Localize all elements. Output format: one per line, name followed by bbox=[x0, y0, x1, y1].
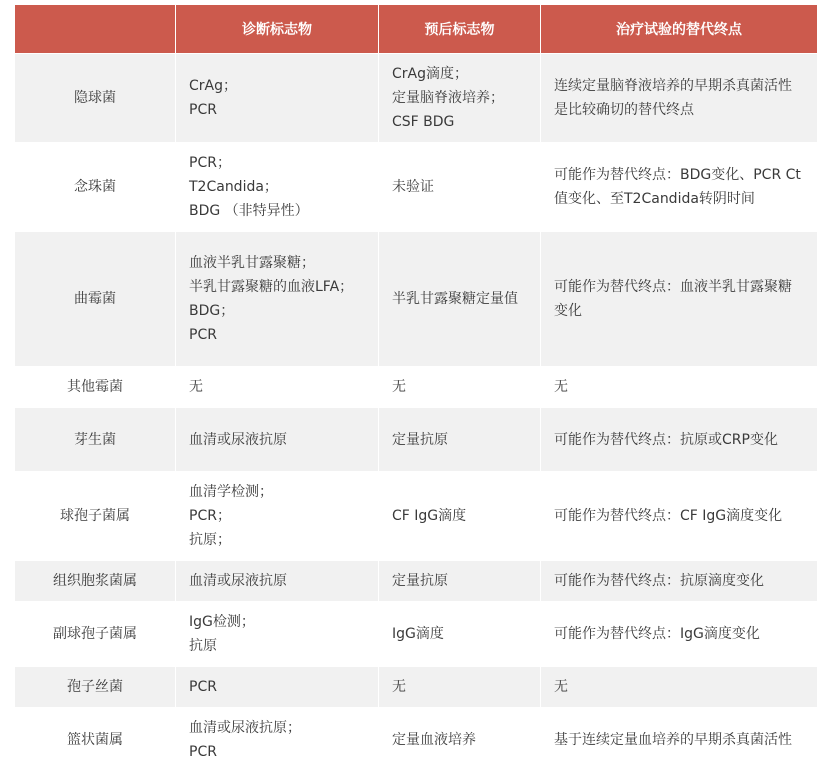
surrogate-endpoint: 无 bbox=[541, 367, 818, 408]
surrogate-endpoint: 可能作为替代终点：IgG滴度变化 bbox=[541, 602, 818, 667]
table-row bbox=[15, 408, 818, 472]
prognostic-markers: 无 bbox=[379, 367, 541, 408]
pathogen-name: 隐球菌 bbox=[15, 54, 176, 143]
diagnostic-markers: 血清或尿液抗原 bbox=[176, 561, 379, 602]
pathogen-name: 球孢子菌属 bbox=[15, 472, 176, 561]
diagnostic-markers: PCR； T2Candida； BDG （非特异性） bbox=[176, 143, 379, 232]
prognostic-markers: 半乳甘露聚糖定量值 bbox=[379, 232, 541, 367]
header-endpoint: 治疗试验的替代终点 bbox=[541, 5, 818, 54]
prognostic-markers: IgG滴度 bbox=[379, 602, 541, 667]
table-row bbox=[15, 232, 818, 367]
table-row bbox=[15, 367, 818, 408]
diagnostic-markers: 血液半乳甘露聚糖； 半乳甘露聚糖的血液LFA； BDG； PCR bbox=[176, 232, 379, 367]
table-row bbox=[15, 472, 818, 561]
pathogen-name: 孢子丝菌 bbox=[15, 667, 176, 708]
pathogen-name: 组织胞浆菌属 bbox=[15, 561, 176, 602]
surrogate-endpoint: 无 bbox=[541, 667, 818, 708]
diagnostic-markers: IgG检测； 抗原 bbox=[176, 602, 379, 667]
prognostic-markers: 定量抗原 bbox=[379, 561, 541, 602]
surrogate-endpoint: 连续定量脑脊液培养的早期杀真菌活性是比较确切的替代终点 bbox=[541, 54, 818, 143]
surrogate-endpoint: 可能作为替代终点：抗原滴度变化 bbox=[541, 561, 818, 602]
prognostic-markers: CrAg滴度； 定量脑脊液培养； CSF BDG bbox=[379, 54, 541, 143]
surrogate-endpoint: 可能作为替代终点：BDG变化、PCR Ct值变化、至T2Candida转阴时间 bbox=[541, 143, 818, 232]
table-row bbox=[15, 602, 818, 667]
table-row bbox=[15, 143, 818, 232]
surrogate-endpoint: 基于连续定量血培养的早期杀真菌活性 bbox=[541, 708, 818, 773]
surrogate-endpoint: 可能作为替代终点：血液半乳甘露聚糖变化 bbox=[541, 232, 818, 367]
diagnostic-markers: 无 bbox=[176, 367, 379, 408]
prognostic-markers: 未验证 bbox=[379, 143, 541, 232]
diagnostic-markers: 血清或尿液抗原 bbox=[176, 408, 379, 472]
pathogen-name: 副球孢子菌属 bbox=[15, 602, 176, 667]
pathogen-name: 其他霉菌 bbox=[15, 367, 176, 408]
surrogate-endpoint: 可能作为替代终点：CF IgG滴度变化 bbox=[541, 472, 818, 561]
prognostic-markers: CF IgG滴度 bbox=[379, 472, 541, 561]
header-diagnostic: 诊断标志物 bbox=[176, 5, 379, 54]
pathogen-name: 篮状菌属 bbox=[15, 708, 176, 773]
fungal-biomarker-table bbox=[14, 4, 818, 773]
diagnostic-markers: 血清或尿液抗原； PCR bbox=[176, 708, 379, 773]
table-row bbox=[15, 54, 818, 143]
table-row bbox=[15, 708, 818, 773]
prognostic-markers: 定量抗原 bbox=[379, 408, 541, 472]
diagnostic-markers: CrAg； PCR bbox=[176, 54, 379, 143]
table-header-row bbox=[15, 5, 818, 54]
header-prognostic: 预后标志物 bbox=[379, 5, 541, 54]
table-row bbox=[15, 667, 818, 708]
table-row bbox=[15, 561, 818, 602]
header-pathogen bbox=[15, 5, 176, 54]
pathogen-name: 曲霉菌 bbox=[15, 232, 176, 367]
content-area bbox=[14, 4, 817, 773]
prognostic-markers: 无 bbox=[379, 667, 541, 708]
surrogate-endpoint: 可能作为替代终点：抗原或CRP变化 bbox=[541, 408, 818, 472]
pathogen-name: 念珠菌 bbox=[15, 143, 176, 232]
pathogen-name: 芽生菌 bbox=[15, 408, 176, 472]
diagnostic-markers: 血清学检测； PCR； 抗原； bbox=[176, 472, 379, 561]
prognostic-markers: 定量血液培养 bbox=[379, 708, 541, 773]
diagnostic-markers: PCR bbox=[176, 667, 379, 708]
